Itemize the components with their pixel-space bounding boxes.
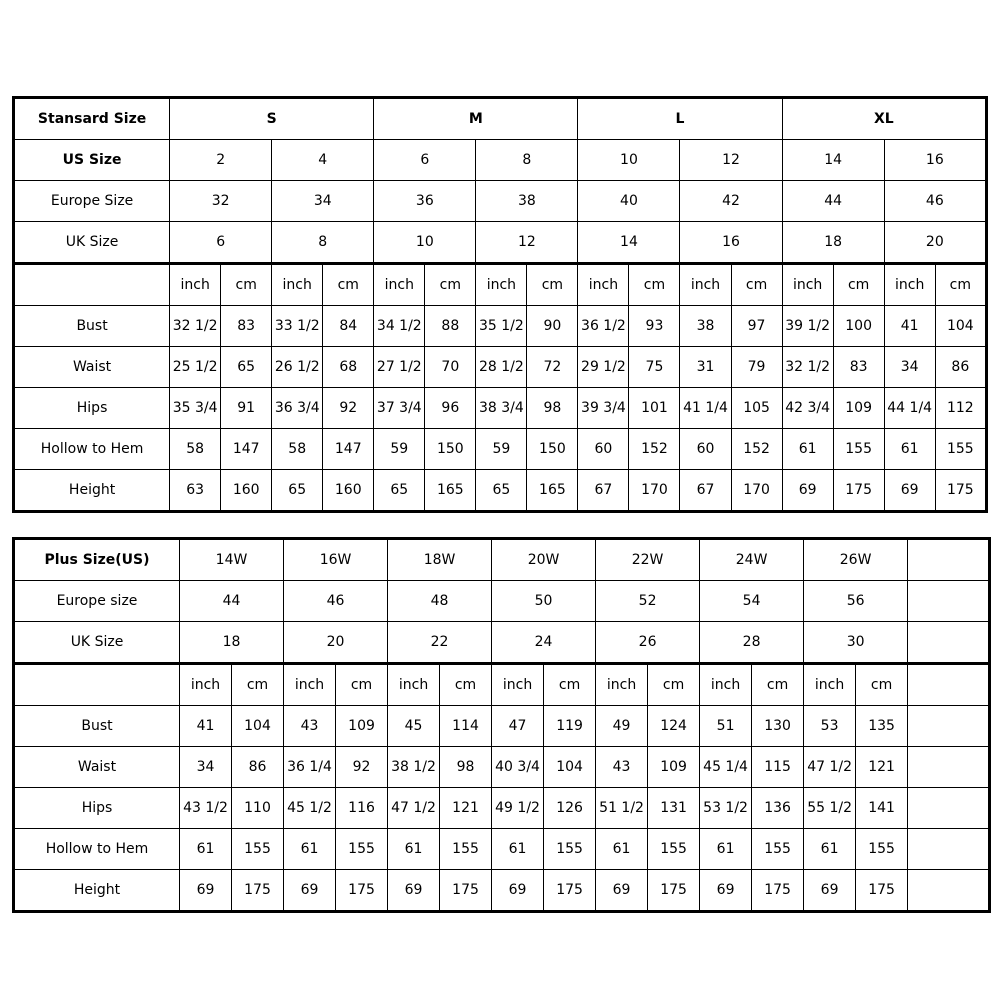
cell: 175: [232, 870, 284, 912]
cell: 135: [856, 706, 908, 747]
cell: 44 1/4: [884, 388, 935, 429]
cell: 155: [232, 829, 284, 870]
cell: 48: [388, 581, 492, 622]
cell: 41: [884, 306, 935, 347]
cell: 109: [336, 706, 388, 747]
unit-cell: cm: [856, 664, 908, 706]
cell: 58: [170, 429, 221, 470]
cell: 69: [284, 870, 336, 912]
row-label-bust: Bust: [14, 706, 180, 747]
row-label-hollow-to-hem: Hollow to Hem: [14, 829, 180, 870]
cell: 61: [180, 829, 232, 870]
cell: 170: [731, 470, 782, 512]
row-label-uk-size: UK Size: [14, 222, 170, 264]
table-row: [14, 388, 987, 429]
cell: 43: [284, 706, 336, 747]
cell: 61: [388, 829, 440, 870]
unit-cell: cm: [527, 264, 578, 306]
cell: 109: [833, 388, 884, 429]
cell: 96: [425, 388, 476, 429]
cell: 112: [935, 388, 986, 429]
empty-cell: [908, 747, 990, 788]
empty-cell: [908, 829, 990, 870]
cell: 26: [596, 622, 700, 664]
cell: 61: [596, 829, 648, 870]
row-label-europe-size: Europe size: [14, 581, 180, 622]
cell: 8: [476, 140, 578, 181]
cell: 98: [527, 388, 578, 429]
unit-cell: cm: [336, 664, 388, 706]
table-row: [14, 181, 987, 222]
cell: 8: [272, 222, 374, 264]
cell: 14: [782, 140, 884, 181]
unit-cell: cm: [629, 264, 680, 306]
cell: 101: [629, 388, 680, 429]
cell: 2: [170, 140, 272, 181]
cell: 28 1/2: [476, 347, 527, 388]
cell: 116: [336, 788, 388, 829]
cell: 42: [680, 181, 782, 222]
cell: 41 1/4: [680, 388, 731, 429]
unit-cell: cm: [425, 264, 476, 306]
cell: 40 3/4: [492, 747, 544, 788]
unit-cell: inch: [596, 664, 648, 706]
standard-size-table: [12, 96, 988, 513]
cell: 152: [629, 429, 680, 470]
unit-cell: cm: [232, 664, 284, 706]
cell: 36 1/2: [578, 306, 629, 347]
cell: 83: [221, 306, 272, 347]
unit-cell: cm: [544, 664, 596, 706]
cell: 110: [232, 788, 284, 829]
row-label-us-size: US Size: [14, 140, 170, 181]
cell: 38: [680, 306, 731, 347]
cell: 65: [221, 347, 272, 388]
cell: 147: [221, 429, 272, 470]
cell: 155: [935, 429, 986, 470]
cell: 38 1/2: [388, 747, 440, 788]
cell: 55 1/2: [804, 788, 856, 829]
cell: 53: [804, 706, 856, 747]
row-label-waist: Waist: [14, 347, 170, 388]
cell: 34: [180, 747, 232, 788]
table-row: [14, 429, 987, 470]
unit-cell: inch: [782, 264, 833, 306]
cell: 69: [782, 470, 833, 512]
table-row: [14, 581, 990, 622]
cell: 67: [680, 470, 731, 512]
size-group-20w: 20W: [492, 539, 596, 581]
cell: 42 3/4: [782, 388, 833, 429]
plus-title: Plus Size(US): [14, 539, 180, 581]
cell: 29 1/2: [578, 347, 629, 388]
cell: 91: [221, 388, 272, 429]
table-gap: [12, 513, 988, 537]
cell: 10: [578, 140, 680, 181]
size-group-16w: 16W: [284, 539, 388, 581]
cell: 34 1/2: [374, 306, 425, 347]
standard-title: Stansard Size: [14, 98, 170, 140]
cell: 36 1/4: [284, 747, 336, 788]
cell: 109: [648, 747, 700, 788]
cell: 27 1/2: [374, 347, 425, 388]
row-label-height: Height: [14, 470, 170, 512]
cell: 92: [336, 747, 388, 788]
cell: 61: [804, 829, 856, 870]
cell: 86: [935, 347, 986, 388]
empty-cell: [908, 622, 990, 664]
cell: 65: [374, 470, 425, 512]
cell: 165: [425, 470, 476, 512]
unit-cell: inch: [374, 264, 425, 306]
size-group-26w: 26W: [804, 539, 908, 581]
cell: 49: [596, 706, 648, 747]
cell: 69: [884, 470, 935, 512]
empty-cell: [908, 870, 990, 912]
size-group-m: M: [374, 98, 578, 140]
cell: 124: [648, 706, 700, 747]
unit-cell: cm: [833, 264, 884, 306]
standard-header-row: [14, 98, 987, 140]
cell: 68: [323, 347, 374, 388]
cell: 37 3/4: [374, 388, 425, 429]
cell: 36: [374, 181, 476, 222]
cell: 39 1/2: [782, 306, 833, 347]
cell: 28: [700, 622, 804, 664]
unit-cell: inch: [700, 664, 752, 706]
cell: 69: [388, 870, 440, 912]
unit-cell: inch: [388, 664, 440, 706]
empty-cell: [908, 581, 990, 622]
cell: 121: [440, 788, 492, 829]
unit-cell: inch: [492, 664, 544, 706]
cell: 43: [596, 747, 648, 788]
unit-cell: cm: [935, 264, 986, 306]
cell: 155: [833, 429, 884, 470]
cell: 136: [752, 788, 804, 829]
unit-cell: inch: [476, 264, 527, 306]
cell: 100: [833, 306, 884, 347]
cell: 49 1/2: [492, 788, 544, 829]
unit-cell: inch: [272, 264, 323, 306]
cell: 175: [544, 870, 596, 912]
cell: 69: [700, 870, 752, 912]
empty-cell: [908, 706, 990, 747]
cell: 12: [680, 140, 782, 181]
cell: 175: [935, 470, 986, 512]
cell: 54: [700, 581, 804, 622]
unit-cell: inch: [680, 264, 731, 306]
cell: 130: [752, 706, 804, 747]
size-group-18w: 18W: [388, 539, 492, 581]
unit-cell: inch: [884, 264, 935, 306]
cell: 38 3/4: [476, 388, 527, 429]
cell: 75: [629, 347, 680, 388]
row-label-europe-size: Europe Size: [14, 181, 170, 222]
cell: 147: [323, 429, 374, 470]
cell: 83: [833, 347, 884, 388]
cell: 47 1/2: [804, 747, 856, 788]
unit-cell: cm: [731, 264, 782, 306]
table-row: [14, 222, 987, 264]
table-row: [14, 788, 990, 829]
cell: 175: [752, 870, 804, 912]
row-label-hips: Hips: [14, 388, 170, 429]
cell: 24: [492, 622, 596, 664]
cell: 31: [680, 347, 731, 388]
table-row: [14, 306, 987, 347]
table-row: [14, 747, 990, 788]
cell: 69: [596, 870, 648, 912]
cell: 61: [492, 829, 544, 870]
cell: 58: [272, 429, 323, 470]
cell: 104: [232, 706, 284, 747]
cell: 69: [180, 870, 232, 912]
cell: 32: [170, 181, 272, 222]
cell: 25 1/2: [170, 347, 221, 388]
cell: 6: [170, 222, 272, 264]
cell: 65: [272, 470, 323, 512]
size-group-22w: 22W: [596, 539, 700, 581]
cell: 36 3/4: [272, 388, 323, 429]
cell: 46: [284, 581, 388, 622]
cell: 69: [804, 870, 856, 912]
cell: 97: [731, 306, 782, 347]
cell: 56: [804, 581, 908, 622]
size-group-l: L: [578, 98, 782, 140]
cell: 121: [856, 747, 908, 788]
cell: 60: [578, 429, 629, 470]
cell: 67: [578, 470, 629, 512]
cell: 41: [180, 706, 232, 747]
unit-row-label: [14, 664, 180, 706]
cell: 155: [856, 829, 908, 870]
cell: 32 1/2: [170, 306, 221, 347]
size-group-xl: XL: [782, 98, 986, 140]
cell: 61: [782, 429, 833, 470]
cell: 155: [544, 829, 596, 870]
cell: 119: [544, 706, 596, 747]
unit-cell: inch: [804, 664, 856, 706]
cell: 44: [180, 581, 284, 622]
unit-cell: cm: [440, 664, 492, 706]
standard-unit-row: [14, 264, 987, 306]
cell: 16: [884, 140, 986, 181]
row-label-bust: Bust: [14, 306, 170, 347]
cell: 10: [374, 222, 476, 264]
cell: 50: [492, 581, 596, 622]
unit-cell: inch: [284, 664, 336, 706]
cell: 20: [284, 622, 388, 664]
cell: 22: [388, 622, 492, 664]
cell: 175: [648, 870, 700, 912]
table-row: [14, 870, 990, 912]
cell: 51 1/2: [596, 788, 648, 829]
cell: 175: [336, 870, 388, 912]
table-row: [14, 347, 987, 388]
cell: 165: [527, 470, 578, 512]
cell: 14: [578, 222, 680, 264]
empty-cell: [908, 788, 990, 829]
cell: 72: [527, 347, 578, 388]
cell: 98: [440, 747, 492, 788]
cell: 44: [782, 181, 884, 222]
table-row: [14, 829, 990, 870]
cell: 35 1/2: [476, 306, 527, 347]
cell: 150: [425, 429, 476, 470]
table-row: [14, 706, 990, 747]
cell: 61: [284, 829, 336, 870]
cell: 114: [440, 706, 492, 747]
cell: 61: [700, 829, 752, 870]
cell: 6: [374, 140, 476, 181]
unit-cell: inch: [180, 664, 232, 706]
cell: 92: [323, 388, 374, 429]
row-label-hollow-to-hem: Hollow to Hem: [14, 429, 170, 470]
cell: 51: [700, 706, 752, 747]
cell: 150: [527, 429, 578, 470]
cell: 155: [440, 829, 492, 870]
cell: 155: [336, 829, 388, 870]
cell: 32 1/2: [782, 347, 833, 388]
cell: 141: [856, 788, 908, 829]
cell: 70: [425, 347, 476, 388]
cell: 131: [648, 788, 700, 829]
table-row: [14, 140, 987, 181]
row-label-hips: Hips: [14, 788, 180, 829]
cell: 90: [527, 306, 578, 347]
table-row: [14, 622, 990, 664]
cell: 43 1/2: [180, 788, 232, 829]
cell: 40: [578, 181, 680, 222]
cell: 61: [884, 429, 935, 470]
cell: 160: [221, 470, 272, 512]
cell: 47 1/2: [388, 788, 440, 829]
cell: 20: [884, 222, 986, 264]
cell: 60: [680, 429, 731, 470]
empty-cell: [908, 539, 990, 581]
size-group-s: S: [170, 98, 374, 140]
cell: 170: [629, 470, 680, 512]
unit-cell: cm: [648, 664, 700, 706]
cell: 45: [388, 706, 440, 747]
cell: 39 3/4: [578, 388, 629, 429]
table-row: [14, 470, 987, 512]
cell: 33 1/2: [272, 306, 323, 347]
cell: 88: [425, 306, 476, 347]
cell: 69: [492, 870, 544, 912]
cell: 16: [680, 222, 782, 264]
cell: 104: [935, 306, 986, 347]
cell: 35 3/4: [170, 388, 221, 429]
size-group-14w: 14W: [180, 539, 284, 581]
unit-cell: inch: [170, 264, 221, 306]
cell: 59: [476, 429, 527, 470]
unit-row-label: [14, 264, 170, 306]
cell: 18: [180, 622, 284, 664]
cell: 86: [232, 747, 284, 788]
cell: 155: [648, 829, 700, 870]
cell: 53 1/2: [700, 788, 752, 829]
cell: 45 1/4: [700, 747, 752, 788]
cell: 59: [374, 429, 425, 470]
unit-cell: cm: [221, 264, 272, 306]
cell: 30: [804, 622, 908, 664]
row-label-uk-size: UK Size: [14, 622, 180, 664]
cell: 47: [492, 706, 544, 747]
cell: 34: [884, 347, 935, 388]
row-label-height: Height: [14, 870, 180, 912]
cell: 38: [476, 181, 578, 222]
cell: 175: [856, 870, 908, 912]
unit-cell: inch: [578, 264, 629, 306]
cell: 46: [884, 181, 986, 222]
cell: 160: [323, 470, 374, 512]
cell: 115: [752, 747, 804, 788]
unit-cell: cm: [323, 264, 374, 306]
cell: 104: [544, 747, 596, 788]
cell: 175: [833, 470, 884, 512]
plus-header-row: [14, 539, 990, 581]
unit-cell: cm: [752, 664, 804, 706]
cell: 12: [476, 222, 578, 264]
cell: 84: [323, 306, 374, 347]
size-group-24w: 24W: [700, 539, 804, 581]
row-label-waist: Waist: [14, 747, 180, 788]
cell: 175: [440, 870, 492, 912]
cell: 34: [272, 181, 374, 222]
cell: 79: [731, 347, 782, 388]
cell: 26 1/2: [272, 347, 323, 388]
cell: 65: [476, 470, 527, 512]
cell: 93: [629, 306, 680, 347]
empty-cell: [908, 664, 990, 706]
cell: 4: [272, 140, 374, 181]
plus-unit-row: [14, 664, 990, 706]
plus-size-table: [12, 537, 991, 913]
cell: 126: [544, 788, 596, 829]
cell: 105: [731, 388, 782, 429]
cell: 152: [731, 429, 782, 470]
cell: 63: [170, 470, 221, 512]
cell: 52: [596, 581, 700, 622]
cell: 45 1/2: [284, 788, 336, 829]
cell: 155: [752, 829, 804, 870]
cell: 18: [782, 222, 884, 264]
